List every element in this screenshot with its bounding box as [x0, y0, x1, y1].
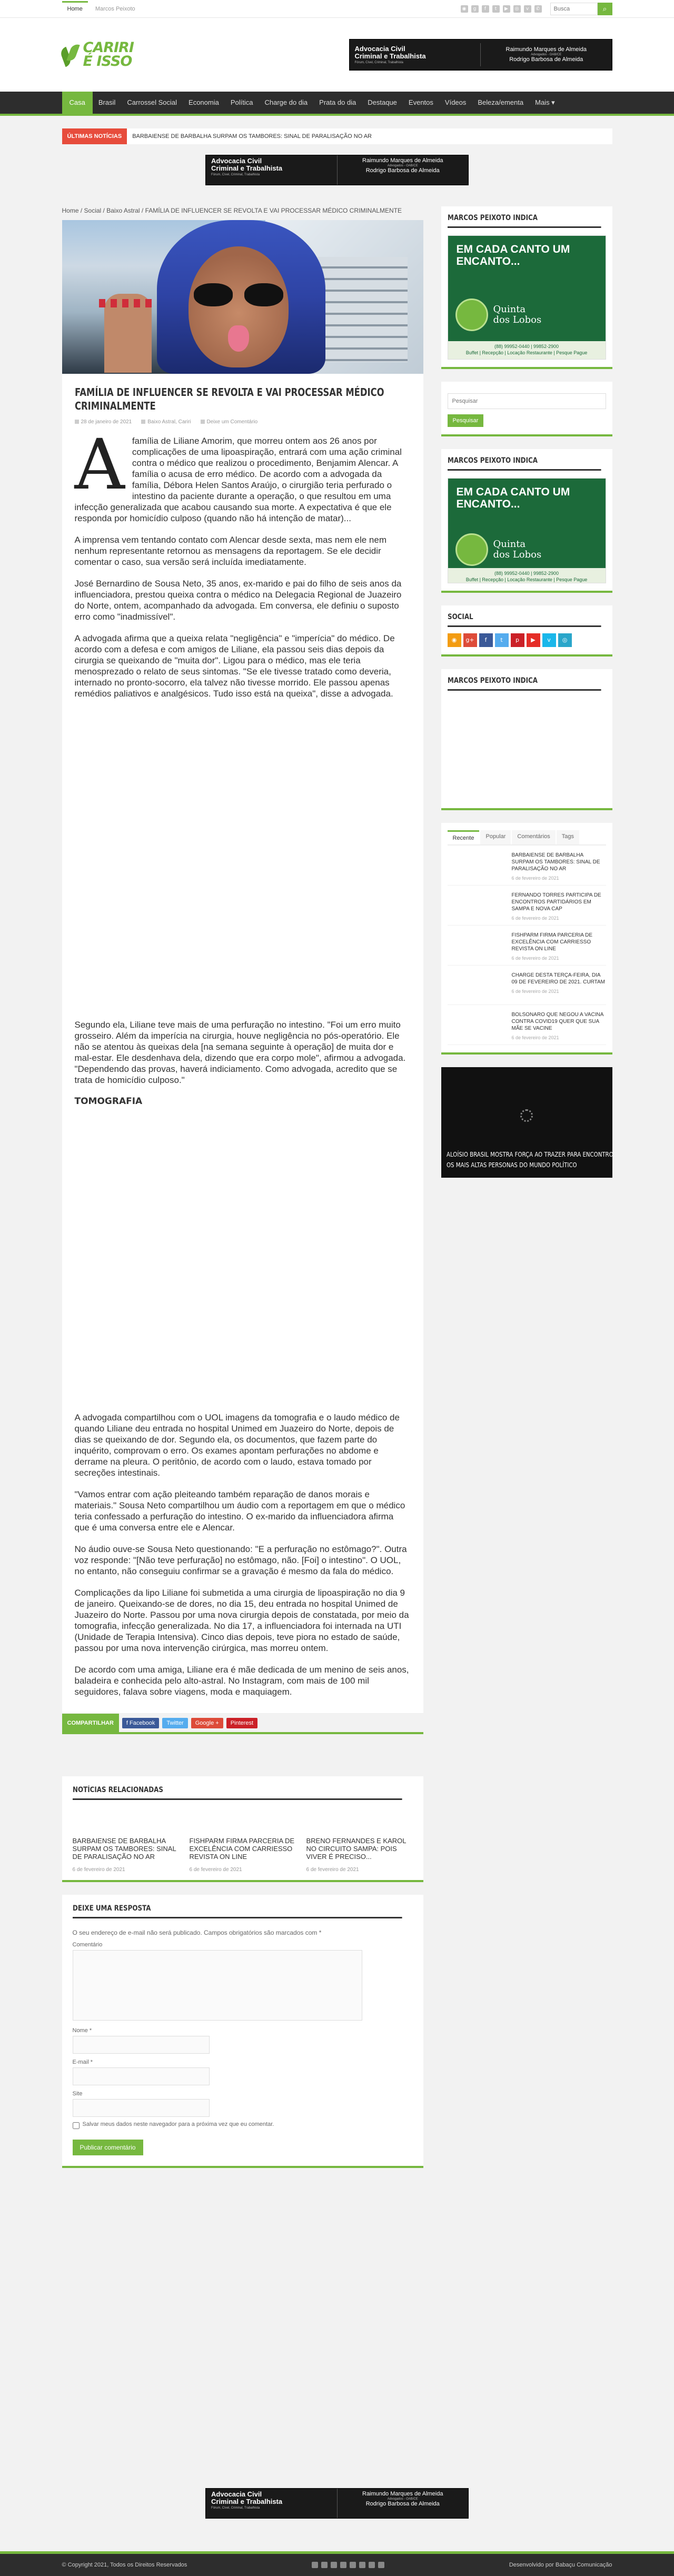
- top-search: [550, 3, 612, 15]
- top-link-marcos[interactable]: Marcos Peixoto: [95, 6, 135, 12]
- youtube-icon[interactable]: ▶: [527, 633, 540, 647]
- mid-ad-name1: Raimundo Marques de Almeida: [362, 157, 443, 164]
- subheading-tomografia: TOMOGRAFIA: [74, 1096, 143, 1107]
- bottom-ad-name1: Raimundo Marques de Almeida: [362, 2491, 443, 2497]
- comment-form: [62, 1895, 423, 2168]
- tab-tags[interactable]: Tags: [557, 830, 579, 844]
- list-item-thumb[interactable]: [448, 852, 507, 880]
- list-item-title[interactable]: FERNANDO TORRES PARTICIPA DE ENCONTROS PARTIDÁRIOS EM SAMPA E NOVA CAP: [511, 892, 601, 912]
- google-plus-icon[interactable]: [321, 2562, 328, 2568]
- site-label: Site: [72, 2091, 83, 2097]
- breaking-text[interactable]: BARBAIENSE DE BARBALHA SURPAM OS TAMBORES: SINAL DE PARALISAÇÃO NO AR: [132, 133, 372, 140]
- mid-ad-title: Advocacia Civil: [211, 157, 262, 165]
- rss-icon[interactable]: [312, 2562, 318, 2568]
- vimeo-icon[interactable]: [369, 2562, 375, 2568]
- consent-checkbox[interactable]: [73, 2122, 80, 2129]
- nav-brasil[interactable]: Brasil: [98, 98, 116, 106]
- vimeo-icon[interactable]: v: [542, 633, 556, 647]
- paragraph-10: De acordo com uma amiga, Liliane era é mãe dedicada de um menino de seis anos, baladeira e conhecida pelo alto-astral. No Instagram, com mais de 100 mil seguidores, falava sobre viagens, moda e maquiagem.: [74, 1665, 409, 1697]
- paragraph-4: A advogada afirma que a queixa relata "negligência" e "imperícia" do médico. De acordo com a defesa e com amigos de Liliane, ela passou seis dias depois da cirurgia se queixando de "muita dor". Ligou para o médico, mas ele teria menosprezado o relato de seus sintomas. "Se ele tivesse tratado como deveria, internado no pronto-socorro, ela talvez não tivesse morrido. Ele passou apenas remédios paliativos e analgésicos. Tudo isso está na queixa", disse a advogada.: [74, 633, 395, 699]
- main-nav: [0, 92, 674, 116]
- footer-credit[interactable]: Desenvolvido por Babaçu Comunicação: [509, 2562, 612, 2568]
- tab-popular[interactable]: Popular: [480, 830, 511, 844]
- footer-copyright: © Copyright 2021, Todos os Direitos Reservados: [62, 2562, 187, 2568]
- google-plus-icon[interactable]: g+: [463, 633, 477, 647]
- list-item-date: 6 de fevereiro de 2021: [511, 876, 559, 881]
- top-social: [461, 3, 612, 15]
- widget-title: MARCOS PEIXOTO INDICA: [448, 214, 601, 228]
- sidebar-ad-phone: (88) 99952-0440 | 99852-2900: [494, 571, 559, 576]
- sidebar-search-button[interactable]: Pesquisar: [448, 414, 484, 427]
- related-item-date: 6 de fevereiro de 2021: [189, 1867, 242, 1873]
- consent-row: [73, 2121, 413, 2129]
- share-google-button[interactable]: Google +: [191, 1718, 223, 1728]
- paragraph-6: A advogada compartilhou com o UOL imagens da tomografia e o laudo médico de quando Liliane deu entrada no hospital Unimed em Juazeiro do Norte, depois de dias se queixando de dor. Segundo ela, os documentos, que fazem parte do inquérito, comprovam o erro. Os exames apontam perfurações no abdome e derrame na pleura. O peritônio, de acordo com o laudo, estava tomado por secreções intestinais.: [74, 1413, 400, 1478]
- nav-destaque[interactable]: Destaque: [368, 98, 397, 106]
- header: [0, 18, 674, 92]
- paragraph-7: "Vamos entrar com ação pleiteando também reparação de danos morais e materiais." Sousa Neto compartilhou um áudio com a reportagem em que o médico teria confessado a perfuração do intestino. O ex-marido da influenciadora afirma que é uma conversa entre ele e Alencar.: [74, 1489, 405, 1533]
- mid-ad-title2: Criminal e Trabalhista: [211, 164, 283, 172]
- nav-economia[interactable]: Economia: [189, 98, 219, 106]
- ad-title2: Criminal e Trabalhista: [354, 52, 426, 60]
- bottom-ad-name2: Rodrigo Barbosa de Almeida: [365, 2501, 440, 2507]
- comments-note: O seu endereço de e-mail não será publicado. Campos obrigatórios são marcados com *: [72, 1929, 322, 1936]
- name-field[interactable]: [73, 2036, 210, 2054]
- sidebar: [441, 206, 612, 1190]
- ad-name2: Rodrigo Barbosa de Almeida: [509, 56, 583, 63]
- nav-prata[interactable]: Prata do dia: [319, 98, 356, 106]
- instagram-icon[interactable]: ◎: [558, 633, 572, 647]
- comments-title: DEIXE UMA RESPOSTA: [73, 1904, 402, 1918]
- instagram-icon[interactable]: [378, 2562, 384, 2568]
- comment-label: Comentário: [72, 1942, 103, 1948]
- sidebar-ad-phone: (88) 99952-0440 | 99852-2900: [494, 344, 559, 349]
- list-item[interactable]: [448, 886, 606, 926]
- bottom-ad-title2: Criminal e Trabalhista: [211, 2498, 283, 2505]
- submit-comment-button[interactable]: Publicar comentário: [73, 2140, 143, 2155]
- related-posts: [62, 1776, 423, 1882]
- list-item-date: 6 de fevereiro de 2021: [511, 916, 559, 921]
- mid-ad-small-r: Advogados - OAB/CE: [387, 164, 418, 167]
- twitter-icon[interactable]: t: [492, 5, 500, 13]
- youtube-icon[interactable]: [359, 2562, 365, 2568]
- google-plus-icon[interactable]: g: [471, 5, 479, 13]
- vimeo-icon[interactable]: v: [524, 5, 531, 13]
- paragraph-8: No áudio ouve-se Sousa Neto questionando: "E a perfuração no estômago?". Outra voz responde: "[Não teve perfuração] no estômago, não. [Foi] o intestino". O UOL, no entanto, não conseguiu confirmar se a gravação é mesmo da fala do médico.: [74, 1544, 407, 1576]
- sidebar-ad-foot: Buffet | Recepção | Locação Restaurante | Pesque Pague: [465, 350, 588, 355]
- mid-ad-banner[interactable]: [205, 155, 469, 185]
- youtube-icon[interactable]: ▶: [503, 5, 510, 13]
- list-item-title[interactable]: BARBAIENSE DE BARBALHA SURPAM OS TAMBORES: SINAL DE PARALISAÇÃO NO AR: [511, 852, 600, 872]
- paragraph-3: José Bernardino de Sousa Neto, 35 anos, ex-marido e pai do filho de seis anos da influenciadora, prestou queixa contra o médico na Delegacia Regional de Juazeiro do Norte, ontem, acompanhado da advogada. Em conversa, ele definiu o suposto erro como "inadmissível".: [74, 579, 402, 622]
- widget-title: MARCOS PEIXOTO INDICA: [448, 677, 601, 691]
- twitter-icon[interactable]: t: [495, 633, 509, 647]
- list-item-thumb[interactable]: [448, 932, 507, 960]
- top-bar: [0, 0, 674, 18]
- list-item[interactable]: [448, 1005, 606, 1045]
- sidebar-social-widget: [441, 605, 612, 657]
- nav-beleza[interactable]: Beleza/ementa: [478, 98, 524, 106]
- nav-mais[interactable]: Mais ▾: [535, 98, 555, 106]
- breaking-news: [62, 128, 612, 144]
- nav-eventos[interactable]: Eventos: [408, 98, 433, 106]
- ad-small-r: Advogados - OAB/CE: [531, 53, 562, 56]
- related-item-date: 6 de fevereiro de 2021: [72, 1867, 125, 1873]
- related-item-title[interactable]: BARBAIENSE DE BARBALHA SURPAM OS TAMBORES: SINAL DE PARALISAÇÃO NO AR: [72, 1837, 176, 1861]
- sidebar-ad-2[interactable]: [448, 478, 606, 583]
- list-item[interactable]: [448, 846, 606, 886]
- widget-title: MARCOS PEIXOTO INDICA: [448, 456, 601, 471]
- nav-casa[interactable]: Casa: [62, 92, 93, 114]
- embed-placeholder-2: [75, 1117, 411, 1412]
- footer-social: [312, 2562, 384, 2568]
- rss-icon[interactable]: ◉: [461, 5, 468, 13]
- pinterest-icon[interactable]: [350, 2562, 356, 2568]
- share-twitter-button[interactable]: Twitter: [162, 1718, 187, 1728]
- nav-carrossel[interactable]: Carrossel Social: [127, 98, 177, 106]
- list-item-thumb[interactable]: [448, 1011, 507, 1040]
- sidebar-ad-widget-2: [441, 449, 612, 593]
- video-caption[interactable]: ALOÍSIO BRASIL MOSTRA FORÇA AO TRAZER PARA ENCONTRO OS MAIS ALTAS PERSONAS DO MUNDO POLÍTICO: [446, 1151, 613, 1169]
- logo-line1: CARIRI: [83, 39, 134, 56]
- post-category[interactable]: Baixo Astral, Cariri: [141, 419, 191, 425]
- breaking-label: ÚLTIMAS NOTÍCIAS: [62, 128, 127, 144]
- list-item-date: 6 de fevereiro de 2021: [511, 956, 559, 961]
- sidebar-ad-brand1: Quinta: [493, 539, 526, 550]
- footer: [0, 2551, 674, 2576]
- header-ad-banner[interactable]: [349, 39, 612, 71]
- paragraph-9: Complicações da lipo Liliane foi submetida a uma cirurgia de lipoaspiração no dia 9 de janeiro. Queixando-se de dores, no dia 15, deu entrada no hospital Unimed de Juazeiro do Norte. Passou por uma nova cirurgia depois de constatada, por meio da tomografia, infecção generalizada. No dia 17, a influenciadora foi internada na UTI (Unidade de Terapia Intensiva). Cinco dias depois, teve piora no estado de saúde, passou por uma nova intervenção cirúrgica, mas morreu ontem.: [74, 1588, 409, 1653]
- logo-line2: É ISSO: [83, 53, 132, 69]
- sidebar-ad-headline: EM CADA CANTO UM ENCANTO...: [448, 236, 606, 289]
- loading-spinner-icon: [520, 1109, 533, 1122]
- sidebar-ad-widget-1: [441, 206, 612, 369]
- email-field[interactable]: [73, 2067, 210, 2085]
- top-link-home[interactable]: Home: [62, 1, 88, 17]
- related-item-title[interactable]: BRENO FERNANDES E KAROL NO CIRCUITO SAMPA: POIS VIVER É PRECISO...: [306, 1837, 407, 1861]
- article: [62, 220, 423, 1734]
- twitter-icon[interactable]: [340, 2562, 346, 2568]
- list-item-title[interactable]: CHARGE DESTA TERÇA-FEIRA, DIA 09 DE FEVEREIRO DE 2021. CURTAM: [511, 972, 605, 985]
- site-field[interactable]: [73, 2099, 210, 2117]
- list-item[interactable]: [448, 966, 606, 1005]
- mid-ad-name2: Rodrigo Barbosa de Almeida: [365, 167, 440, 174]
- main-content: [62, 206, 423, 2168]
- ad-title: Advocacia Civil: [354, 45, 405, 53]
- list-item-date: 6 de fevereiro de 2021: [511, 1035, 559, 1040]
- mid-ad-small: Fórum, Cível, Criminal, Trabalhista: [211, 173, 260, 176]
- wolf-emblem-icon: [455, 299, 488, 331]
- post-title: FAMÍLIA DE INFLUENCER SE REVOLTA E VAI PROCESSAR MÉDICO CRIMINALMENTE: [74, 386, 384, 412]
- paragraph-1: Afamília de Liliane Amorim, que morreu ontem aos 26 anos por complicações de uma lipoaspiração, entrará com uma ação criminal contra o médico que realizou o procedimento, Benjamim Alencar. A família o acusa de erro médico. De acordo com a advogada da família, Débora Helen Santos Araújo, o cirurgião teria perfurado o intestino da paciente durante a operação, o que resultou em uma infecção generalizada que acabou causando sua morte. A expectativa é que ele responda por homicídio culposo (quando não há intenção de matar)...: [74, 424, 402, 523]
- whatsapp-icon[interactable]: ✆: [534, 5, 542, 13]
- search-icon[interactable]: ⌕: [598, 3, 612, 15]
- sidebar-ad-foot: Buffet | Recepção | Locação Restaurante | Pesque Pague: [465, 577, 588, 582]
- ad-small: Fórum, Cível, Criminal, Trabalhista: [354, 61, 403, 64]
- top-links: [62, 1, 141, 17]
- list-item-thumb[interactable]: [448, 892, 507, 920]
- comment-textarea[interactable]: [73, 1950, 362, 2021]
- bottom-ad-banner[interactable]: [205, 2488, 469, 2519]
- related-item[interactable]: [73, 1837, 179, 1873]
- ad-name1: Raimundo Marques de Almeida: [506, 46, 587, 53]
- related-item[interactable]: [306, 1837, 413, 1873]
- bottom-ad-title: Advocacia Civil: [211, 2490, 262, 2498]
- embed-placeholder-1: [75, 710, 411, 1019]
- consent-label: Salvar meus dados neste navegador para a próxima vez que eu comentar.: [82, 2121, 274, 2127]
- related-item-title[interactable]: FISHPARM FIRMA PARCERIA DE EXCELÊNCIA COM CARRIESSO REVISTA ON LINE: [189, 1837, 295, 1861]
- tab-recente[interactable]: Recente: [448, 830, 480, 844]
- share-pinterest-button[interactable]: Pinterest: [226, 1718, 257, 1728]
- pinterest-icon[interactable]: p: [511, 633, 524, 647]
- list-item-title[interactable]: BOLSONARO QUE NEGOU A VACINA CONTRA COVID19 QUER QUE SUA MÃE SE VACINE: [511, 1012, 603, 1031]
- facebook-icon[interactable]: [331, 2562, 337, 2568]
- sidebar-ad-headline: EM CADA CANTO UM ENCANTO...: [448, 479, 606, 531]
- sidebar-ad-brand2: dos Lobos: [493, 549, 542, 560]
- sidebar-ad-brand2: dos Lobos: [493, 314, 542, 325]
- list-item[interactable]: [448, 926, 606, 966]
- sidebar-search-widget: [441, 382, 612, 436]
- sidebar-video[interactable]: [441, 1067, 612, 1178]
- facebook-icon[interactable]: f: [479, 633, 493, 647]
- top-search-input[interactable]: [550, 3, 598, 15]
- share-bar: [62, 1713, 423, 1732]
- sidebar-ad-widget-3: [441, 669, 612, 810]
- post-date: 28 de janeiro de 2021: [75, 419, 132, 425]
- sidebar-ad-1[interactable]: [448, 235, 606, 360]
- site-logo[interactable]: [62, 41, 134, 68]
- sidebar-ad-brand1: Quinta: [493, 304, 526, 315]
- related-item[interactable]: [190, 1837, 296, 1873]
- post-comments-link[interactable]: Deixe um Comentário: [201, 419, 258, 425]
- sidebar-tabs-widget: [441, 823, 612, 1055]
- facebook-icon[interactable]: f: [482, 5, 489, 13]
- share-facebook-button[interactable]: f Facebook: [122, 1718, 159, 1728]
- paragraph-2: A imprensa vem tentando contato com Alencar desde sexta, mas nem ele nem nenhum representante retornou as mensagens da reportagem. Se ele decidir comentar o caso, sua versão será incluída imediatamente.: [74, 535, 386, 567]
- list-item-thumb[interactable]: [448, 972, 507, 1000]
- nav-videos[interactable]: Vídeos: [444, 98, 467, 106]
- leaf-icon: [62, 43, 80, 66]
- list-item-date: 6 de fevereiro de 2021: [511, 989, 559, 994]
- email-label: E-mail *: [72, 2059, 93, 2065]
- widget-title: SOCIAL: [448, 613, 601, 627]
- breadcrumb[interactable]: Home / Social / Baixo Astral / FAMÍLIA DE INFLUENCER SE REVOLTA E VAI PROCESSAR MÉDICO CRIMINALMENTE: [62, 207, 402, 214]
- wolf-emblem-icon: [455, 533, 488, 566]
- post-entry: [74, 424, 411, 1697]
- nav-politica[interactable]: Política: [230, 98, 253, 106]
- sidebar-search-input[interactable]: [448, 393, 606, 409]
- tab-comentarios[interactable]: Comentários: [512, 830, 555, 844]
- related-title: NOTÍCIAS RELACIONADAS: [73, 1786, 402, 1800]
- rss-icon[interactable]: ◉: [448, 633, 461, 647]
- list-item-title[interactable]: FISHPARM FIRMA PARCERIA DE EXCELÊNCIA COM CARRIESSO REVISTA ON LINE: [511, 932, 593, 952]
- related-item-date: 6 de fevereiro de 2021: [306, 1867, 359, 1873]
- share-label: COMPARTILHAR: [62, 1714, 119, 1733]
- nav-charge[interactable]: Charge do dia: [264, 98, 308, 106]
- featured-image: [62, 220, 423, 374]
- paragraph-5: Segundo ela, Liliane teve mais de uma perfuração no intestino. "Foi um erro muito grosseiro. Além da imperícia na cirurgia, houve negligência no pós-operatório. Ele não se atentou às queixas dela [na semana seguinte à operação] de muita dor e mal-estar. Ele desdenhava dela, dizendo que era corpo mole", afirmou a advogada. "Dependendo das provas, haverá indiciamento. Como advogada, acredito que se trata de homicídio culposo.": [74, 1020, 406, 1085]
- instagram-icon[interactable]: ◎: [513, 5, 521, 13]
- name-label: Nome *: [72, 2027, 92, 2034]
- bottom-ad-small: Fórum, Cível, Criminal, Trabalhista: [211, 2507, 260, 2510]
- bottom-ad-small-r: Advogados - OAB/CE: [387, 2498, 418, 2501]
- post-meta: [75, 419, 411, 425]
